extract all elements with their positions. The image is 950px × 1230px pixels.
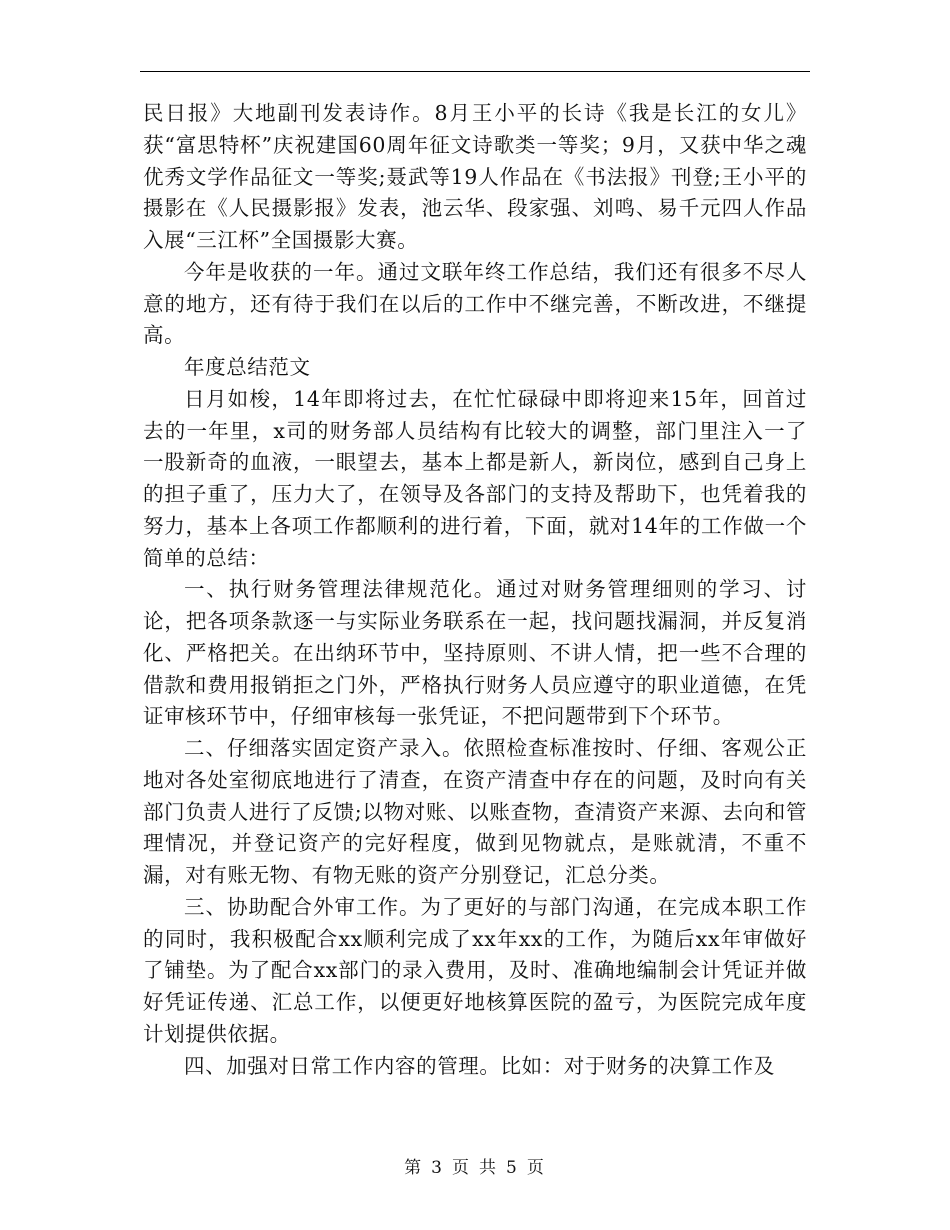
paragraph-summary: 今年是收获的一年。通过文联年终工作总结，我们还有很多不尽人意的地方，还有待于我们在以后的工作中不继完善，不断改进，不继提高。 — [143, 259, 807, 348]
footer-current-page: 3 — [431, 1158, 444, 1178]
header-rule — [140, 71, 810, 72]
paragraph-continuation: 民日报》大地副刊发表诗作。8月王小平的长诗《我是长江的女儿》获“富思特杯”庆祝建国60周年征文诗歌类一等奖；9月，又获中华之魂优秀文学作品征文一等奖;聂武等19人作品在《书法报》刊登;王小平的摄影在《人民摄影报》发表，池云华、段家强、刘鸣、易千元四人作品入展“三江杯”全国摄影大赛。 — [143, 101, 807, 252]
paragraph-item-1: 一、执行财务管理法律规范化。通过对财务管理细则的学习、讨论，把各项条款逐一与实际业务联系在一起，找问题找漏洞，并反复消化、严格把关。在出纳环节中，坚持原则、不讲人情，把一些不合理的借款和费用报销拒之门外，严格执行财务人员应遵守的职业道德，在凭证审核环节中，仔细审核每一张凭证，不把问题带到下个环节。 — [143, 577, 807, 729]
document-body — [143, 98, 807, 1082]
page-footer — [0, 1153, 950, 1178]
paragraph-item-2: 二、仔细落实固定资产录入。依照检查标准按时、仔细、客观公正地对各处室彻底地进行了清查，在资产清查中存在的问题，及时向有关部门负责人进行了反馈;以物对账、以账查物，查清资产来源、去向和管理情况，并登记资产的完好程度，做到见物就点，是账就清，不重不漏，对有账无物、有物无账的资产分别登记，汇总分类。 — [143, 736, 807, 887]
footer-total-pages: 5 — [506, 1158, 519, 1178]
footer-label-unit: 页 — [452, 1158, 471, 1178]
paragraph-intro: 日月如梭，14年即将过去，在忙忙碌碌中即将迎来15年，回首过去的一年里，x司的财务部人员结构有比较大的调整，部门里注入一了一股新奇的血液，一眼望去，基本上都是新人，新岗位，感到自己身上的担子重了，压力大了，在领导及各部门的支持及帮助下，也凭着我的努力，基本上各项工作都顺利的进行着，下面，就对14年的工作做一个简单的总结： — [143, 386, 807, 570]
paragraph-item-4: 四、加强对日常工作内容的管理。比如：对于财务的决算工作及 — [184, 1053, 775, 1078]
paragraph-item-3: 三、协助配合外审工作。为了更好的与部门沟通，在完成本职工作的同时，我积极配合xx顺利完成了xx年xx的工作，为随后xx年审做好了铺垫。为了配合xx部门的录入费用，及时、准确地编制会计凭证并做好凭证传递、汇总工作，以便更好地核算医院的盈亏，为医院完成年度计划提供依据。 — [143, 894, 807, 1046]
footer-label-total: 共 — [479, 1158, 498, 1178]
footer-label-page: 第 — [404, 1158, 424, 1178]
section-heading: 年度总结范文 — [184, 355, 311, 379]
footer-label-unit-end: 页 — [526, 1158, 546, 1178]
